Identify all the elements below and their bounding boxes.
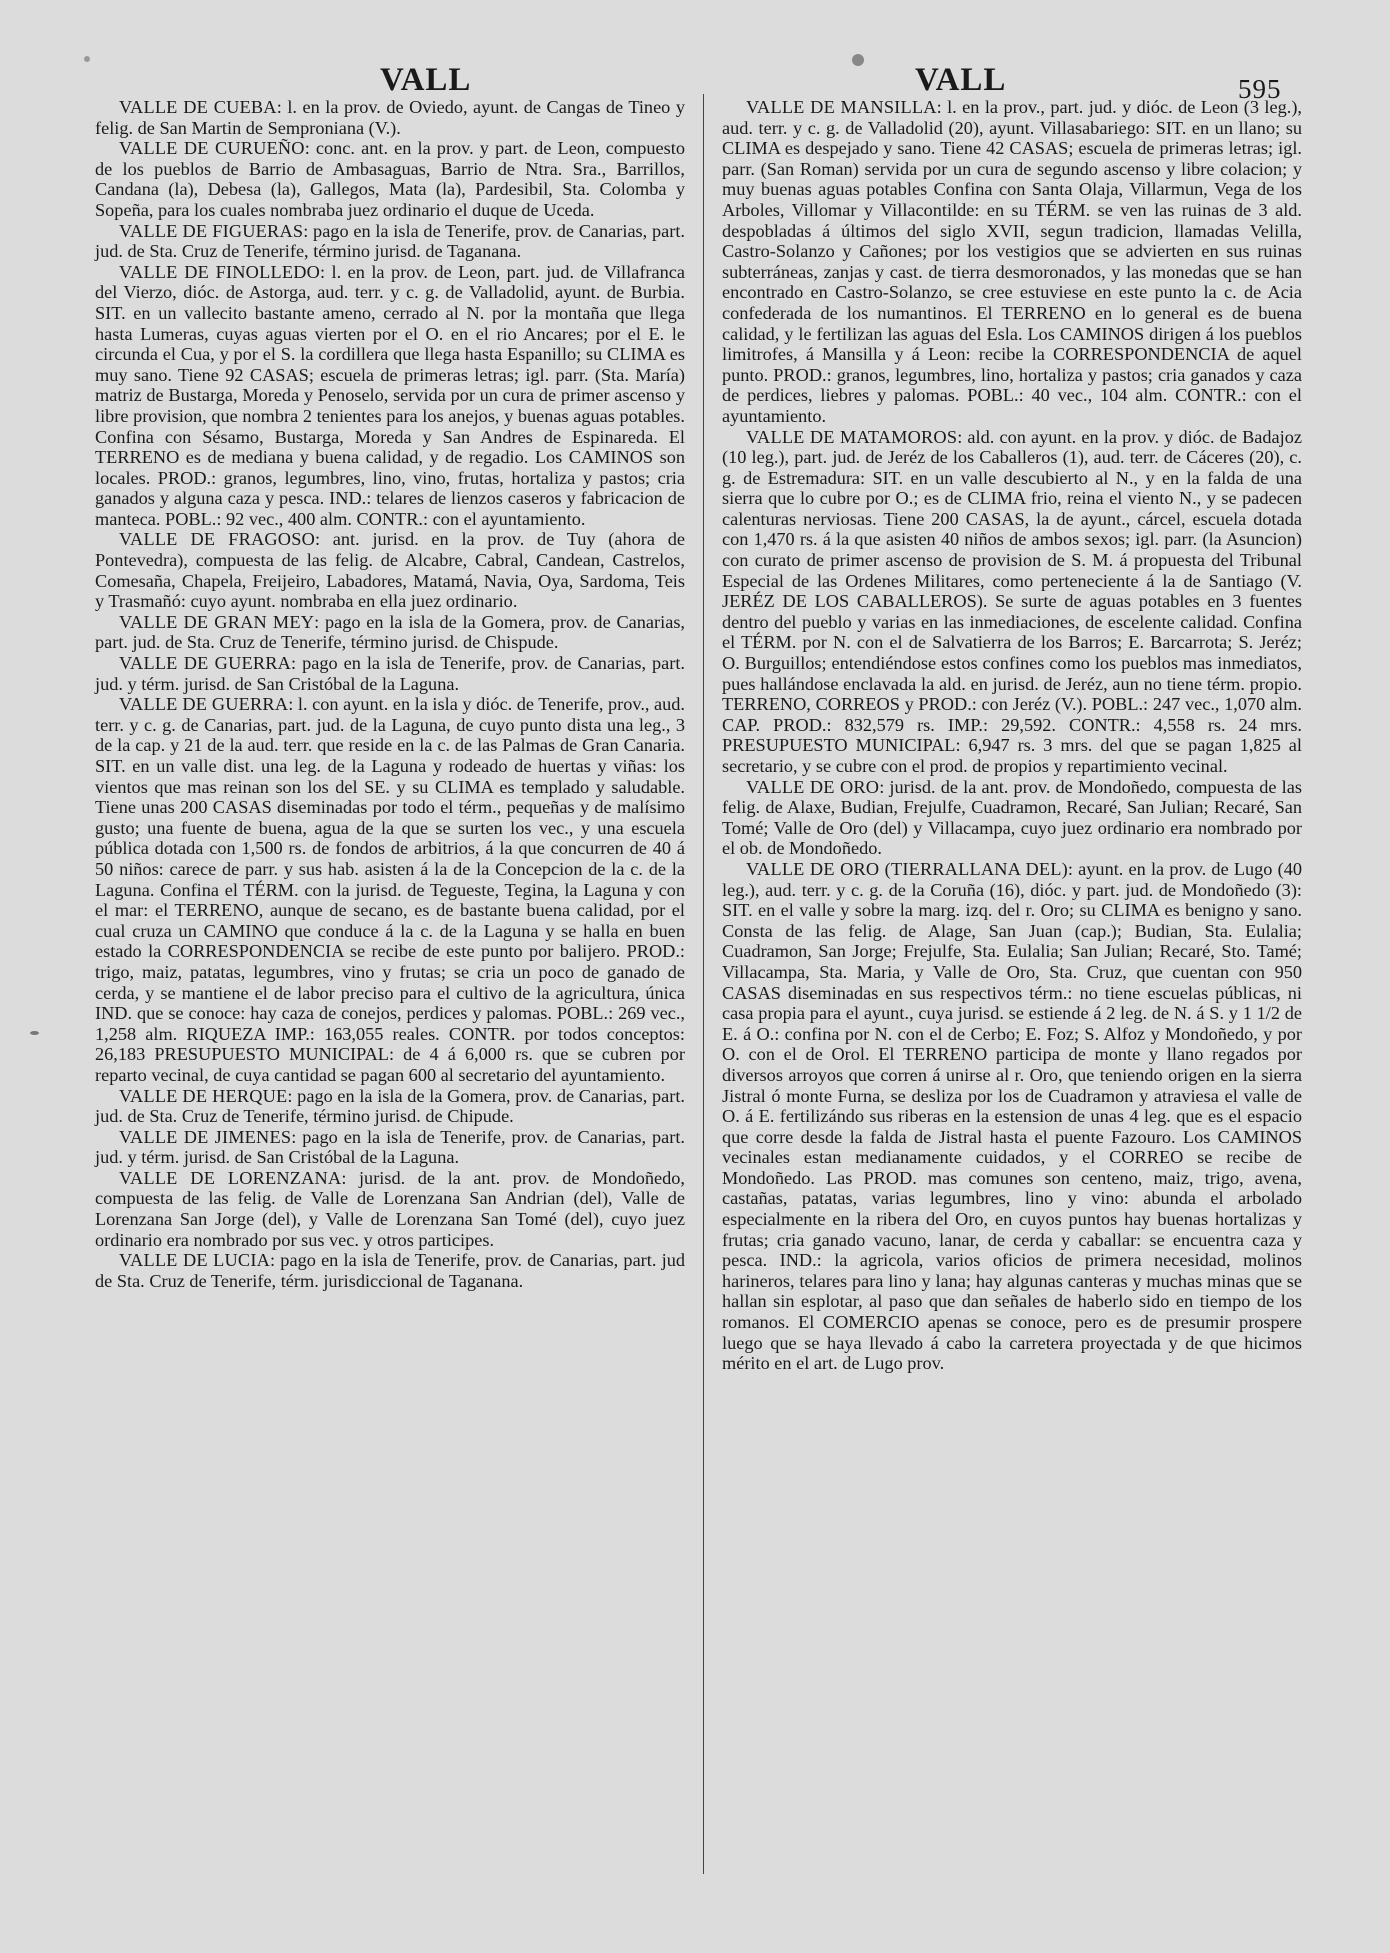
entry-text: : conc. ant. en la prov. y part. de Leon, compuesto de los pueblos de Barrio de Ambasaguas, Barrio de Ntra. Sra., Barrillos, Candana (la), Debesa (la), Gallegos, Mata (la), Pardesibil, Sta. Colomba y Sopeña, para los cuales nombraba juez ordinario el duque de Uceda. (95, 138, 685, 220)
entry-headword: VALLE DE ORO (746, 776, 880, 797)
entry-headword: VALLE DE MATAMOROS (746, 426, 958, 447)
entry-text: : l. en la prov. de Oviedo, ayunt. de Cangas de Tineo y felig. de San Martin de Semproniana (V.). (95, 97, 685, 138)
entry-text: : ant. jurisd. en la prov. de Tuy (ahora de Pontevedra), compuesta de las felig. de Alcabre, Cabral, Candean, Castrelos, Comesaña, Chapela, Freijeiro, Labadores, Matamá, Navia, Oya, Sardoma, Teis y Trasmañó: cuyo ayunt. nombraba en ella juez ordinario. (95, 529, 685, 612)
entry-valle-de-curueno (95, 138, 685, 220)
entry-headword: VALLE DE GUERRA (119, 694, 289, 715)
page-number: 595 (1238, 74, 1282, 104)
left-column (95, 97, 685, 1291)
entry-text: : jurisd. de la ant. prov. de Mondoñedo, compuesta de las felig. de Valle de Lorenzana San Andrian (del), Valle de Lorenzana San Jorge (del), y Valle de Lorenzana San Tomé (del), cuyo juez ordinario era nombrado por sus vec. y otros participes. (95, 1167, 685, 1250)
entry-headword: VALLE DE GUERRA (119, 653, 292, 674)
entry-valle-de-matamoros (722, 427, 1302, 777)
entry-text: : l. en la prov. de Leon, part. jud. de Villafranca del Vierzo, dióc. de Astorga, aud. terr. y c. g. de Valladolid, ayunt. de Burbia. SIT. en un vallecito bastante ameno, cerrado al N. por la montaña que llega hasta Lumeras, cuyas aguas vierten por el O. en el rio Ancares; por el E. le circunda el Cua, y por el S. la cordillera que llega hasta Espanillo; su CLIMA es muy sano. Tiene 92 CASAS; escuela de primeras letras; igl. parr. (Sta. María) matriz de Bustarga, Moreda y Penoselo, servida por un cura de primer ascenso y libre provision, que nombra 2 tenientes para los anejos, y buenas aguas potables. Confina con Sésamo, Bustarga, Moreda y San Andres de Espinareda. El TERRENO es de mediana y buena calidad, y de regadio. Los CAMINOS son locales. PROD.: granos, legumbres, lino, vino, frutas, hortaliza y pastos; cria ganados y alguna caza y pesca. IND.: telares de lienzos caseros y fabricacion de manteca. POBL.: 92 vec., 400 alm. CONTR.: con el ayuntamiento. (95, 261, 685, 529)
entry-headword: VALLE DE JIMENES (119, 1126, 292, 1147)
entry-headword: VALLE DE FRAGOSO (119, 529, 315, 550)
entry-text: : ayunt. en la prov. de Lugo (40 leg.), aud. terr. y c. g. de la Coruña (16), dióc. y part. jud. de Mondoñedo (3): SIT. en el valle y sobre la marg. izq. del r. Oro; su CLIMA es benigno y sano. Consta de las felig. de Alage, San Juan (cap.); Budian, Sta. Eulalia; Cuadramon, San Jorge; Frejulfe, Sta. Eulalia; San Julian; Recaré, Sto. Tamé; Villacampa, Sta. Maria, y Valle de Oro, Sta. Cruz, que cuentan con 950 CASAS diseminadas en sus respectivos térm.: no tiene escuelas públicas, ni casa propia para el ayunt., cuya jurisd. se estiende á 2 leg. de N. á S. y 1 1/2 de E. á O.: confina por N. con el de Cerbo; E. Foz; S. Alfoz y Mondoñedo, y por O. con el de Orol. El TERRENO participa de monte y llano regados por diversos arroyos que corren á unirse al r. Oro, que teniendo origen en la sierra Jistral ó monte Furna, se desliza por los de Cuadramon y atraviesa el valle de O. á E. fertilizándo sus riberas en la estension de unas 4 leg. que es el espacio que corre desde la falda de Jistral hasta el puente Fazouro. Los CAMINOS vecinales estan medianamente cuidados, y el CORREO se recibe de Mondoñedo. Las PROD. mas comunes son centeno, maiz, trigo, avena, castañas, patatas, varias legumbres, lino y vino: abunda el arbolado especialmente en la ribera del Oro, en cuyos puntos hay buenas hortalizas y frutas; cria ganado vacuno, lanar, de cerda y caballar: se encuentra caza y pesca. IND.: la agricola, varios oficios de primera necesidad, molinos harineros, telares para lino y lana; hay algunas canteras y muchas minas que se hallan sin esplotar, al paso que dan señales de haberlo sido en tiempo de los romanos. El COMERCIO apenas se conoce, pero es de presumir prospere luego que se haya llevado á cabo la carretera proyectada y de que hicimos mérito en el art. de Lugo prov. (722, 858, 1303, 1374)
column-divider (703, 94, 704, 1874)
entry-text: : l. con ayunt. en la isla y dióc. de Tenerife, prov., aud. terr. y c. g. de Canarias, part. jud. de la Laguna, de cuyo punto dista una leg., 3 de la cap. y 21 de la aud. terr. que reside en la c. de las Palmas de Gran Canaria. SIT. en un valle dist. una leg. de la Laguna y rodeado de huertas y viñas: los vientos que mas reinan son los del SE. y su CLIMA es templado y saludable. Tiene unas 200 CASAS diseminadas por todo el térm., pequeñas y de malísimo gusto; una fuente de buena, agua de la que se surten los vec., y una escuela pública dotada con 1,500 rs. de fondos de arbitrios, á la que concurren de 40 á 50 niños: carece de parr. y sus hab. asisten á la de la Concepcion de la c. de la Laguna. Confina el TÉRM. con la jurisd. de Tegueste, Tegina, la Laguna y con el mar: el TERRENO, aunque de secano, es de bastante buena calidad, por el cual cruza un CAMINO que conduce á la c. de la Laguna y se halla en buen estado la CORRESPONDENCIA se recibe de este punto por balijero. PROD.: trigo, maiz, patatas, legumbres, vino y frutas; se cria un poco de ganado de cerda, y se mantiene el de labor preciso para el cultivo de la agricultura, única IND. que se conoce: hay caza de conejos, perdices y palomas. POBL.: 269 vec., 1,258 alm. RIQUEZA IMP.: 163,055 reales. CONTR. por todos conceptos: 26,183 PRESUPUESTO MUNICIPAL: de 4 á 6,000 rs. que se cubren por reparto vecinal, de cuya cantidad se pagan 600 al secretario del ayuntamiento. (95, 694, 685, 1085)
entry-text: : ald. con ayunt. en la prov. y dióc. de Badajoz (10 leg.), part. jud. de Jeréz de los Caballeros (1), aud. terr. de Cáceres (20), c. g. de Estremadura: SIT. en un valle descubierto al N., y en la falda de una sierra que lo cubre por O.; es de CLIMA frio, reina el viento N., y se padecen calenturas nerviosas. Tiene 200 CASAS, la de ayunt., cárcel, escuela dotada con 1,470 rs. á la que asisten 40 niños de ambos sexos; igl. parr. (la Asuncion) con curato de primer ascenso de provision de S. M. á propuesta del Tribunal Especial de las Ordenes Militares, como perteneciente á la de Santiago (V. JERÉZ DE LOS CABALLEROS). Se surte de aguas potables en 3 fuentes dentro del pueblo y varias en las inmediaciones, de escelente calidad. Confina el TÉRM. por N. con el de Salvatierra de los Barros; E. Barcarrota; S. Jeréz; O. Burguillos; entendiéndose estos confines como los pueblos mas inmediatos, pues hallándose enclavada la ald. en jurisd. de Jeréz, aun no tiene térm. propio. TERRENO, CORREOS y PROD.: con Jeréz (V.). POBL.: 247 vec., 1,070 alm. CAP. PROD.: 832,579 rs. IMP.: 29,592. CONTR.: 4,558 rs. 24 mrs. PRESUPUESTO MUNICIPAL: 6,947 rs. 3 mrs. del que se pagan 1,825 al secretario, y se cubre con el prod. de propios y repartimiento vecinal. (722, 426, 1302, 776)
entry-text: : pago en la isla de Tenerife, prov. de Canarias, part. jud. de Sta. Cruz de Tenerife, término jurisd. de Taganana. (95, 220, 685, 262)
entry-headword: VALLE DE HERQUE (119, 1085, 288, 1106)
entry-headword: VALLE DE MANSILLA (746, 97, 937, 117)
running-header-right: VALL (915, 62, 1007, 98)
entry-text: : pago en la isla de la Gomera, prov. de Canarias, part. jud. de Sta. Cruz de Tenerife, término jurisd. de Chipude. (95, 1085, 685, 1127)
entry-headword: VALLE DE FINOLLEDO (119, 261, 320, 282)
entry-text: : pago en la isla de Tenerife, prov. de Canarias, part. jud de Sta. Cruz de Tenerife, térm. jurisdiccional de Taganana. (95, 1250, 686, 1291)
entry-text: : pago en la isla de Tenerife, prov. de Canarias, part. jud. y térm. jurisd. de San Cristóbal de la Laguna. (95, 1126, 685, 1168)
entry-headword: VALLE DE CUEBA (119, 97, 277, 117)
entry-valle-de-lucia (95, 1250, 685, 1291)
right-column (722, 97, 1302, 1374)
entry-text: : pago en la isla de Tenerife, prov. de Canarias, part. jud. y térm. jurisd. de San Cristóbal de la Laguna. (95, 653, 685, 694)
entry-valle-de-fragoso (95, 529, 685, 611)
entry-valle-de-herque (95, 1086, 685, 1127)
entry-valle-de-guerra-pago (95, 653, 685, 694)
entry-headword: VALLE DE FIGUERAS (119, 220, 304, 241)
entry-valle-de-cueba (95, 97, 685, 138)
entry-valle-de-figueras (95, 221, 685, 262)
entry-text: : pago en la isla de la Gomera, prov. de Canarias, part. jud. de Sta. Cruz de Tenerife, término jurisd. de Chispude. (95, 611, 685, 653)
entry-valle-de-finolledo (95, 262, 685, 530)
running-header-left: VALL (380, 62, 472, 98)
ink-spot (852, 54, 864, 66)
entry-headword: VALLE DE ORO (TIERRALLANA DEL) (746, 858, 1068, 879)
entry-valle-de-gran-mey (95, 612, 685, 653)
entry-valle-de-oro-tierrallana (722, 859, 1302, 1374)
entry-text: : l. en la prov., part. jud. y dióc. de Leon (3 leg.), aud. terr. y c. g. de Valladolid (20), ayunt. Villasabariego: SIT. en un llano; su CLIMA es despejado y sano. Tiene 42 CASAS; escuela de primeras letras; igl. parr. (San Roman) servida por un cura de segundo ascenso y libre colacion; y muy buenas aguas potables Confina con Santa Olaja, Villarmun, Vega de los Arboles, Villomar y Villacontilde: en su TÉRM. se ven las ruinas de 3 ald. despobladas á últimos del siglo XVII, segun tradicion, llamadas Velilla, Castro-Solanzo y Cañones; por los vestigios que se advierten en sus ruinas subterráneas, zanjas y cast. de tierra desmoronados, y las monedas que se han encontrado en Castro-Solanzo, se cree estuviese en este punto la c. de Acia confederada de los numantinos. El TERRENO en lo general es de buena calidad, y le fertilizan las aguas del Esla. Los CAMINOS dirigen á los pueblos limitrofes, á Mansilla y á Leon: recibe la CORRESPONDENCIA de aquel punto. PROD.: granos, legumbres, lino, hortaliza y pastos; cria ganados y caza de perdices, liebres y palomas. POBL.: 40 vec., 104 alm. CONTR.: con el ayuntamiento. (722, 97, 1302, 426)
entry-valle-de-lorenzana (95, 1168, 685, 1250)
entry-headword: VALLE DE LORENZANA (119, 1167, 342, 1188)
entry-headword: VALLE DE LUCIA (119, 1250, 271, 1271)
entry-text: : jurisd. de la ant. prov. de Mondoñedo, compuesta de las felig. de Alaxe, Budian, Frejulfe, Cuadramon, Recaré, San Julian; Recaré, San Tomé; Valle de Oro (del) y Villacampa, cuyo juez ordinario era nombrado por el ob. de Mondoñedo. (722, 776, 1302, 859)
ink-spot (84, 56, 90, 62)
entry-headword: VALLE DE GRAN MEY (119, 611, 315, 632)
entry-headword: VALLE DE CURUEÑO (119, 138, 305, 159)
entry-valle-de-mansilla (722, 97, 1302, 427)
entry-valle-de-oro (722, 777, 1302, 859)
entry-valle-de-guerra-lugar (95, 694, 685, 1085)
ink-spot (30, 1031, 39, 1035)
entry-valle-de-jimenes (95, 1127, 685, 1168)
